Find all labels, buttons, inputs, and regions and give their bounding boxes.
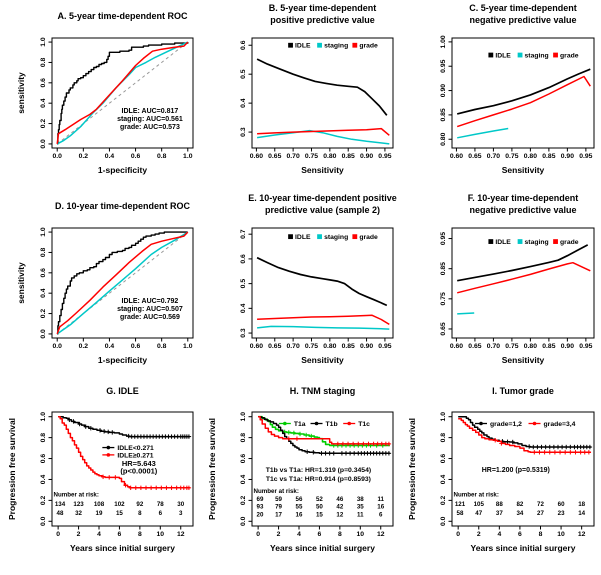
panel-c-legend-item-grade: [553, 52, 579, 59]
panel-h-y-tick-label: 1.0: [240, 411, 247, 422]
panel-h-risk-value: 55: [295, 503, 303, 511]
panel-i-risk-value: 27: [537, 509, 544, 517]
panel-e-legend-label: IDLE: [295, 234, 311, 242]
panel-g-y-tick-label: 0.6: [40, 453, 47, 464]
panel-e-y-tick-label: 0.4: [240, 303, 247, 314]
panel-f-x-tick-label: 0.85: [542, 343, 556, 350]
panel-h-series-t1b-line: [258, 417, 390, 454]
panel-g-x-tick-label: 8: [137, 531, 142, 538]
panel-g-annotation: HR=5.643: [121, 458, 156, 468]
panel-g-title: G. IDLE: [106, 386, 139, 396]
panel-a-annotation: IDLE: AUC=0.817: [121, 107, 179, 115]
panel-e-legend-item-staging: [317, 234, 348, 241]
panel-b-legend-item-grade: [352, 43, 378, 50]
panel-f-x-tick-label: 0.70: [486, 343, 501, 350]
panel-i-risk-table-label: Number at risk:: [453, 491, 499, 499]
panel-b-legend-square-icon: [352, 43, 357, 48]
panel-g-risk-table-label: Number at risk:: [53, 491, 99, 499]
panel-d-y-tick-label: 0.8: [40, 247, 47, 258]
panel-i-legend-dot-icon: [533, 422, 537, 426]
panel-f-legend-item-grade: [553, 239, 579, 246]
panel-i-y-tick-label: 0.8: [440, 432, 447, 443]
panel-f-legend-item-staging: [518, 239, 549, 246]
panel-h-risk-value: 12: [336, 511, 344, 519]
panel-b-x-tick-label: 0.80: [323, 153, 337, 160]
panel-e-series-grade-line: [257, 315, 389, 324]
panel-f-legend-square-icon: [518, 239, 523, 244]
panel-e-x-tick-label: 0.70: [286, 343, 300, 350]
panel-c-legend-label: IDLE: [495, 52, 511, 60]
panel-h-x-tick-label: 8: [337, 531, 342, 538]
panel-e-x-tick-label: 0.90: [359, 343, 374, 350]
panel-g-legend-label: IDLE≥0.271: [117, 452, 154, 460]
panel-a-x-tick-label: 0.2: [78, 153, 89, 160]
panel-g-km-idle-chart: [0, 380, 200, 575]
panel-b-legend-label: IDLE: [295, 42, 311, 50]
panel-g-risk-value: 15: [115, 509, 123, 517]
panel-d-annotation: staging: AUC=0.507: [117, 306, 183, 314]
panel-h-risk-value: 56: [295, 495, 303, 503]
panel-h-legend-label: T1b: [325, 420, 338, 428]
panel-h-x-tick-label: 6: [317, 531, 322, 538]
panel-i-y-tick-label: 0.6: [440, 453, 447, 464]
panel-d-x-tick-label: 0.0: [52, 343, 62, 350]
panel-f-legend-label: IDLE: [495, 238, 511, 246]
panel-i-legend-label: grade=3,4: [543, 420, 576, 428]
panel-g-risk-value: 102: [114, 500, 125, 508]
panel-i-legend-label: grade=1,2: [490, 420, 522, 428]
panel-h-km-tnm-chart: [200, 380, 400, 575]
panel-i-annotation: HR=1.200 (p=0.5319): [481, 467, 550, 475]
panel-e-series-staging-line: [257, 326, 389, 329]
panel-a-title: A. 5-year time-dependent ROC: [57, 11, 188, 21]
panel-i-risk-value: 82: [516, 500, 524, 508]
panel-a-y-tick-label: 0.6: [40, 78, 47, 88]
panel-d-y-tick-label: 0.0: [40, 329, 47, 339]
panel-e-y-tick-label: 0.3: [240, 328, 247, 338]
panel-i-risk-value: 23: [557, 509, 565, 517]
panel-h-series-t1a-line: [258, 417, 390, 446]
panel-h-annotation: T1b vs T1a: HR=1.319 (p=0.3454): [265, 467, 372, 475]
panel-a-x-tick-label: 0.8: [156, 153, 167, 160]
panel-i-risk-value: 121: [454, 500, 466, 508]
panel-e-x-tick-label: 0.80: [323, 343, 337, 350]
panel-h-risk-value: 79: [275, 503, 283, 511]
panel-h-risk-value: 93: [256, 503, 264, 511]
panel-i-km-grade-chart: [400, 380, 601, 575]
panel-c-x-tick-label: 0.65: [468, 153, 482, 160]
panel-b-title: positive predictive value: [270, 15, 375, 25]
panel-b-x-tick-label: 0.85: [341, 153, 355, 160]
panel-h-risk-table-label: Number at risk:: [253, 488, 299, 496]
panel-h-y-tick-label: 0.2: [240, 495, 247, 506]
panel-c-x-tick-label: 0.80: [523, 153, 538, 160]
panel-h-x-tick-label: 2: [276, 531, 281, 538]
panel-e-y-tick-label: 0.5: [240, 278, 247, 289]
panel-b-x-tick-label: 0.65: [268, 153, 282, 160]
panel-h-legend-item-t1c: [343, 421, 370, 428]
panel-e-x-tick-label: 0.85: [341, 343, 355, 350]
panel-h-x-tick-label: 4: [297, 531, 301, 538]
panel-h-legend-item-t1a: [279, 421, 306, 428]
panel-b-x-tick-label: 0.90: [359, 153, 374, 160]
panel-e-title: E. 10-year time-dependent positive: [248, 193, 397, 203]
panel-e-x-tick-label: 0.65: [268, 343, 282, 350]
panel-h-legend-label: T1c: [358, 420, 370, 428]
panel-a-annotation: grade: AUC=0.573: [119, 124, 180, 132]
panel-g-risk-value: 92: [136, 500, 144, 508]
panel-d-x-axis-label: 1-specificity: [97, 355, 148, 365]
panel-g-risk-value: 123: [73, 500, 84, 508]
panel-d-x-tick-label: 0.6: [130, 343, 141, 350]
panel-h-risk-value: 42: [336, 503, 344, 511]
panel-e-legend-square-icon: [352, 234, 357, 239]
panel-b-x-tick-label: 0.70: [286, 153, 300, 160]
panel-c-title: C. 5-year time-dependent: [469, 3, 577, 13]
panel-d-annotation: grade: AUC=0.569: [119, 314, 180, 322]
panel-h-risk-value: 11: [377, 495, 385, 503]
panel-e-x-tick-label: 0.60: [249, 343, 264, 350]
panel-a-annotation: staging: AUC=0.561: [117, 116, 183, 124]
panel-e-series-idle-line: [257, 258, 387, 306]
panel-i-risk-value: 47: [475, 509, 483, 517]
panel-c-y-tick-label: 1.00: [440, 35, 447, 49]
panel-h-annotation: T1c vs T1a: HR=0.914 (p=0.8593): [265, 476, 371, 484]
panel-b-x-tick-label: 0.75: [304, 153, 319, 160]
panel-h-risk-value: 46: [336, 495, 344, 503]
panel-h-x-tick-label: 0: [256, 531, 261, 538]
panel-b-legend-item-idle: [288, 43, 311, 50]
panel-c-x-tick-label: 0.70: [486, 153, 501, 160]
panel-f-npv-10yr-chart: [400, 190, 601, 380]
panel-i-risk-value: 105: [473, 500, 484, 508]
panel-a-x-tick-label: 0.4: [104, 153, 115, 160]
panel-f-legend-square-icon: [553, 239, 558, 244]
panel-h-legend-dot-icon: [283, 422, 287, 426]
panel-f-series-idle-line: [457, 245, 588, 281]
panel-h-y-tick-label: 0.4: [240, 474, 247, 485]
panel-f-series-staging-line: [457, 313, 474, 314]
panel-d-x-tick-label: 0.8: [156, 343, 167, 350]
panel-c-series-staging-line: [457, 129, 508, 138]
panel-b-legend-label: staging: [324, 42, 349, 50]
panel-h-risk-value: 52: [315, 495, 323, 503]
panel-b-ppv-5yr-chart: [200, 0, 400, 190]
panel-h-legend-dot-icon: [315, 422, 319, 426]
panel-d-x-tick-label: 0.4: [104, 343, 115, 350]
panel-i-y-axis-label: Progression free survival: [407, 417, 417, 521]
panel-i-x-tick-label: 6: [518, 531, 522, 538]
panel-h-y-axis-label: Progression free survival: [207, 417, 217, 521]
panel-f-legend-label: staging: [524, 238, 549, 246]
panel-e-x-tick-label: 0.95: [378, 343, 392, 350]
panel-b-x-axis-label: Sensitivity: [301, 165, 344, 175]
panel-d-title: D. 10-year time-dependent ROC: [54, 201, 191, 211]
panel-b-series-idle-line: [257, 59, 387, 115]
panel-a-x-tick-label: 0.0: [52, 153, 62, 160]
panel-g-y-tick-label: 1.0: [40, 411, 47, 422]
panel-i-x-axis-label: Years since initial surgery: [470, 543, 576, 553]
panel-e-x-axis-label: Sensitivity: [301, 355, 344, 365]
panel-i-legend-item-grade-1-2: [475, 421, 522, 428]
panel-i-risk-value: 14: [578, 509, 586, 517]
panel-f-x-tick-label: 0.75: [505, 343, 519, 350]
panel-d-y-tick-label: 0.4: [40, 288, 47, 298]
panel-f-x-tick-label: 0.95: [579, 343, 593, 350]
panel-e-legend-item-idle: [288, 234, 311, 241]
panel-g-legend-label: IDLE<0.271: [117, 444, 154, 452]
panel-h-risk-value: 6: [379, 511, 383, 519]
panel-c-title: negative predictive value: [469, 15, 577, 25]
panel-b-y-tick-label: 0.6: [240, 40, 247, 50]
panel-e-legend-label: grade: [359, 234, 378, 242]
panel-i-y-tick-label: 0.2: [440, 495, 447, 506]
panel-g-risk-value: 32: [75, 509, 83, 517]
panel-i-risk-value: 18: [578, 500, 586, 508]
panel-h-legend-dot-icon: [347, 422, 351, 426]
panel-e-x-tick-label: 0.75: [304, 343, 319, 350]
panel-h-x-axis-label: Years since initial surgery: [270, 543, 375, 553]
panel-i-risk-value: 37: [495, 509, 503, 517]
panel-e-legend-item-grade: [352, 234, 378, 241]
panel-f-y-tick-label: 0.65: [440, 322, 447, 336]
panel-c-series-grade-line: [457, 77, 590, 127]
panel-i-y-tick-label: 0.4: [440, 474, 447, 485]
panel-g-risk-value: 108: [93, 500, 105, 508]
panel-g-x-tick-label: 0: [56, 531, 61, 538]
panel-g-risk-value: 3: [179, 509, 183, 517]
panel-d-y-tick-label: 0.6: [40, 268, 47, 278]
panel-a-x-axis-label: 1-specificity: [97, 165, 148, 175]
panel-b-y-tick-label: 0.3: [240, 127, 247, 137]
panel-f-x-tick-label: 0.65: [468, 343, 482, 350]
panel-i-y-tick-label: 1.0: [440, 411, 447, 422]
panel-c-y-tick-label: 0.85: [440, 108, 447, 122]
panel-c-legend-square-icon: [488, 53, 493, 58]
panel-f-x-axis-label: Sensitivity: [501, 355, 545, 365]
panel-h-risk-value: 17: [275, 511, 283, 519]
panel-i-x-tick-label: 4: [497, 531, 502, 538]
panel-e-y-tick-label: 0.6: [240, 254, 247, 264]
panel-h-risk-value: 15: [315, 511, 323, 519]
panel-c-legend-square-icon: [553, 53, 558, 58]
panel-b-x-tick-label: 0.95: [378, 153, 392, 160]
panel-f-title: F. 10-year time-dependent: [467, 193, 579, 203]
panel-i-legend-item-grade-3-4: [529, 421, 576, 428]
panel-g-x-tick-label: 12: [176, 531, 185, 538]
panel-i-risk-value: 34: [516, 509, 524, 517]
panel-e-legend-label: staging: [324, 234, 349, 242]
panel-i-risk-value: 60: [557, 500, 565, 508]
panel-a-y-tick-label: 0.2: [40, 118, 47, 129]
panel-h-legend-item-t1b: [311, 421, 338, 428]
panel-f-title: negative predictive value: [469, 205, 577, 215]
panel-h-risk-value: 69: [256, 495, 264, 503]
panel-g-y-axis-label: Progression free survival: [7, 417, 17, 521]
panel-b-y-tick-label: 0.5: [240, 69, 247, 79]
panel-c-x-axis-label: Sensitivity: [501, 165, 545, 175]
panel-i-x-tick-label: 10: [557, 531, 565, 538]
panel-a-y-tick-label: 0.4: [40, 98, 47, 108]
panel-e-title: predictive value (sample 2): [264, 205, 381, 215]
panel-h-risk-value: 16: [377, 503, 385, 511]
panel-g-y-tick-label: 0.2: [40, 495, 47, 506]
panel-d-roc-10yr-chart: [0, 190, 200, 380]
panel-h-title: H. TNM staging: [289, 386, 356, 396]
panel-c-x-tick-label: 0.90: [560, 153, 574, 160]
panel-c-legend-label: staging: [524, 52, 549, 60]
panel-h-risk-value: 20: [256, 511, 264, 519]
panel-g-legend-item-idle-0-271: [102, 445, 154, 452]
panel-i-risk-value: 72: [537, 500, 544, 508]
panel-c-y-tick-label: 0.90: [440, 83, 447, 98]
panel-e-legend-square-icon: [317, 234, 322, 239]
panel-h-risk-value: 16: [295, 511, 303, 519]
panel-g-x-tick-label: 2: [76, 531, 81, 538]
panel-i-risk-value: 58: [456, 509, 464, 517]
panel-a-y-axis-label: sensitivity: [16, 72, 26, 114]
panel-c-legend-square-icon: [518, 53, 523, 58]
panel-c-npv-5yr-chart: [400, 0, 601, 190]
panel-g-annotation: (p<0.0001): [120, 466, 158, 476]
panel-f-x-tick-label: 0.90: [560, 343, 574, 350]
panel-g-series-idle-0-271-line: [58, 417, 190, 437]
panel-f-legend-item-idle: [488, 239, 511, 246]
panel-c-x-tick-label: 0.95: [579, 153, 593, 160]
panel-g-x-tick-label: 4: [97, 531, 101, 538]
panel-g-risk-value: 78: [156, 500, 164, 508]
panel-c-legend-item-staging: [518, 52, 549, 59]
panel-c-y-tick-label: 0.95: [440, 59, 447, 73]
panel-b-title: B. 5-year time-dependent: [268, 3, 377, 13]
panel-g-y-tick-label: 0.4: [40, 474, 47, 485]
panel-g-x-tick-label: 6: [117, 531, 122, 538]
panel-g-risk-value: 19: [95, 509, 103, 517]
panel-g-x-tick-label: 10: [156, 531, 165, 538]
panel-c-x-tick-label: 0.85: [542, 153, 556, 160]
panel-f-legend-label: grade: [560, 238, 579, 246]
panel-d-y-tick-label: 1.0: [40, 227, 47, 237]
panel-f-y-tick-label: 0.95: [440, 231, 447, 246]
panel-c-series-idle-line: [457, 69, 590, 114]
panel-h-x-tick-label: 10: [356, 531, 365, 538]
panel-a-roc-5yr-chart: [0, 0, 200, 190]
panel-a-y-tick-label: 0.8: [40, 57, 47, 68]
panel-d-y-axis-label: sensitivity: [16, 262, 26, 304]
panel-d-y-tick-label: 0.2: [40, 308, 47, 319]
panel-g-x-axis-label: Years since initial surgery: [70, 543, 175, 553]
panel-c-legend-label: grade: [560, 52, 579, 60]
panel-i-risk-value: 88: [495, 500, 503, 508]
panel-b-legend-item-staging: [317, 43, 348, 50]
panel-i-legend-dot-icon: [479, 422, 483, 426]
panel-d-x-tick-label: 1.0: [183, 343, 193, 350]
panel-h-risk-value: 35: [356, 503, 364, 511]
panel-h-x-tick-label: 12: [376, 531, 385, 538]
panel-h-y-tick-label: 0.8: [240, 432, 247, 443]
panel-b-legend-label: grade: [359, 42, 378, 50]
panel-g-risk-value: 8: [138, 509, 142, 517]
panel-h-risk-value: 50: [315, 503, 323, 511]
panel-i-x-tick-label: 2: [476, 531, 481, 538]
panel-e-y-tick-label: 0.7: [240, 229, 247, 239]
panel-f-y-tick-label: 0.75: [440, 292, 447, 306]
panel-e-legend-square-icon: [288, 234, 293, 239]
panel-b-legend-square-icon: [317, 43, 322, 48]
panel-c-legend-item-idle: [488, 52, 511, 59]
panel-h-risk-value: 38: [356, 495, 364, 503]
panel-h-risk-value: 59: [275, 495, 283, 503]
panel-d-x-tick-label: 0.2: [78, 343, 89, 350]
panel-a-x-tick-label: 0.6: [130, 153, 141, 160]
panel-e-plot-box: [252, 228, 393, 338]
panel-i-y-tick-label: 0.0: [440, 516, 447, 527]
panel-a-y-tick-label: 1.0: [40, 37, 47, 47]
panel-g-y-tick-label: 0.0: [40, 516, 47, 527]
panel-i-title: I. Tumor grade: [492, 386, 554, 396]
panel-f-x-tick-label: 0.60: [449, 343, 464, 350]
panel-i-x-tick-label: 8: [538, 531, 543, 538]
panel-h-y-tick-label: 0.0: [240, 516, 247, 527]
panel-g-legend-dot-icon: [107, 446, 111, 450]
panel-g-risk-value: 6: [158, 509, 163, 517]
panel-c-x-tick-label: 0.75: [505, 153, 519, 160]
panel-i-x-tick-label: 0: [456, 531, 461, 538]
panel-f-legend-square-icon: [488, 239, 493, 244]
panel-g-risk-value: 30: [177, 500, 185, 508]
panel-a-x-tick-label: 1.0: [183, 153, 193, 160]
panel-g-risk-value: 48: [56, 509, 64, 517]
panel-f-y-tick-label: 0.85: [440, 262, 447, 276]
panel-c-x-tick-label: 0.60: [449, 153, 464, 160]
panel-b-x-tick-label: 0.60: [249, 153, 264, 160]
panel-c-y-tick-label: 0.80: [440, 132, 447, 146]
panel-h-legend-label: T1a: [293, 420, 306, 428]
panel-a-y-tick-label: 0.0: [40, 139, 47, 149]
panel-e-ppv-10yr-chart: [200, 190, 400, 380]
panel-h-risk-value: 11: [357, 511, 364, 519]
panel-h-y-tick-label: 0.6: [240, 453, 247, 464]
panel-f-x-tick-label: 0.80: [523, 343, 538, 350]
panel-g-risk-value: 134: [54, 500, 66, 508]
panel-g-legend-dot-icon: [107, 453, 111, 457]
panel-g-y-tick-label: 0.8: [40, 432, 47, 443]
panel-d-annotation: IDLE: AUC=0.792: [121, 297, 179, 305]
panel-b-legend-square-icon: [288, 43, 293, 48]
panel-b-y-tick-label: 0.4: [240, 98, 247, 108]
panel-i-x-tick-label: 12: [577, 531, 586, 538]
